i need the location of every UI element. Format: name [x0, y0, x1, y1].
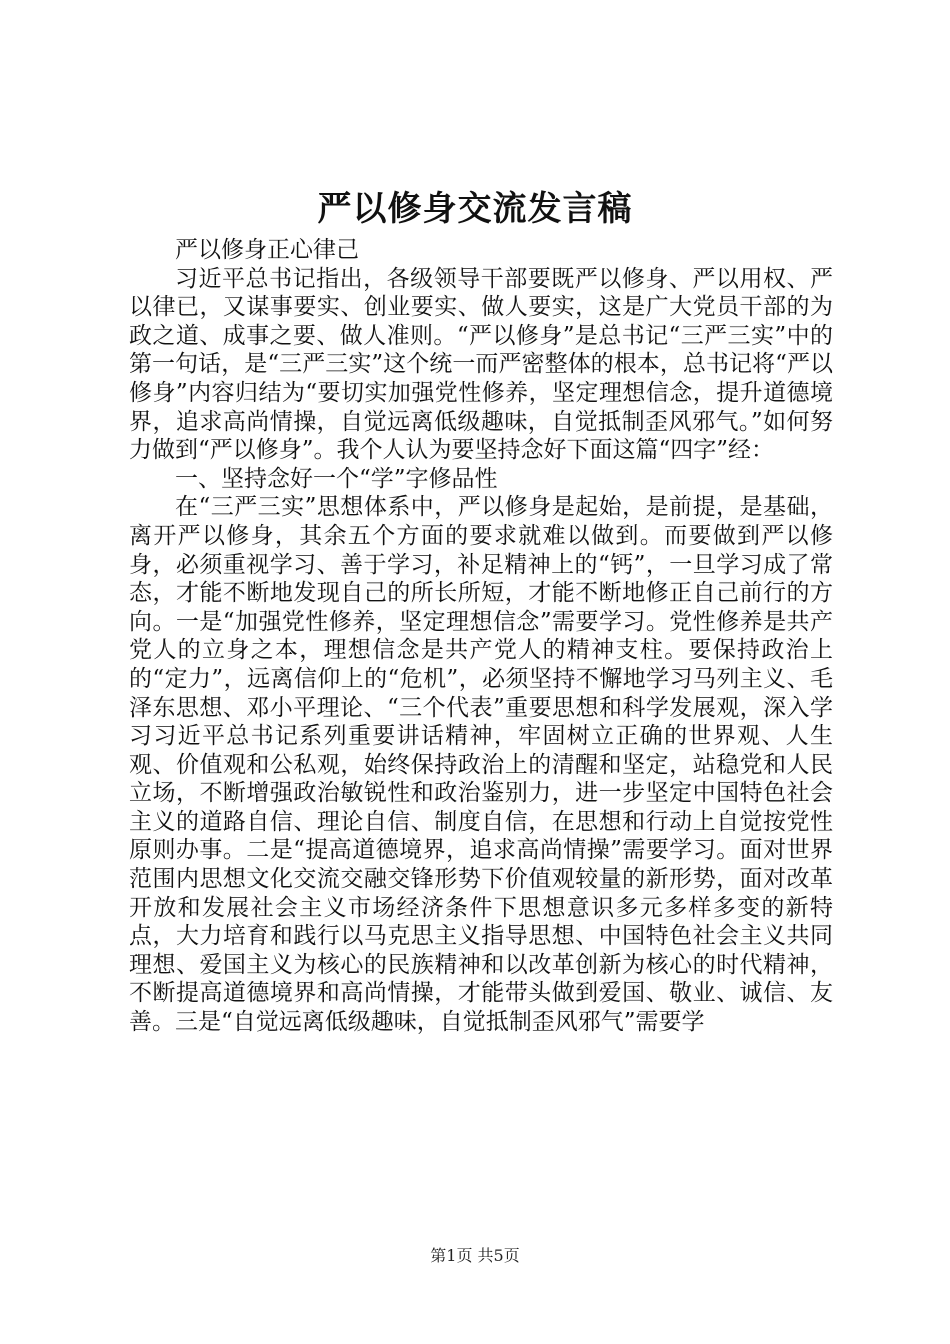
page-footer: 第1页 共5页	[430, 1246, 520, 1265]
body-paragraph: 习近平总书记指出，各级领导干部要既严以修身、严以用权、严以律已，又谋事要实、创业要实、做人要实，这是广大党员干部的为政之道、成事之要、做人准则。“严以修身”是总书记“三严三实”中的第一句话，是“三严三实”这个统一而严密整体的根本，总书记将“严以修身”内容归结为“要切实加强党性修养，坚定理想信念，提升道德境界，追求高尚情操，自觉远离低级趣味，自觉抵制歪风邪气。”如何努力做到“严以修身”。我个人认为要坚持念好下面这篇“四字”经：	[129, 265, 833, 464]
document-title: 严以修身交流发言稿	[317, 189, 633, 229]
body-paragraph: 在“三严三实”思想体系中，严以修身是起始，是前提，是基础，离开严以修身，其余五个方面的要求就难以做到。而要做到严以修身，必须重视学习、善于学习，补足精神上的“钙”，一旦学习成了常态，才能不断地发现自己的所长所短，才能不断地修正自己前行的方向。一是“加强党性修养，坚定理想信念”需要学习。党性修养是共产党人的立身之本，理想信念是共产党人的精神支柱。要保持政治上的“定力”，远离信仰上的“危机”，必须坚持不懈地学习马列主义、毛泽东思想、邓小平理论、“三个代表”重要思想和科学发展观，深入学习习近平总书记系列重要讲话精神，牢固树立正确的世界观、人生观、价值观和公私观，始终保持政治上的清醒和坚定，站稳党和人民立场，不断增强政治敏锐性和政治鉴别力，进一步坚定中国特色社会主义的道路自信、理论自信、制度自信，在思想和行动上自觉按党性原则办事。二是“提高道德境界，追求高尚情操”需要学习。面对世界范围内思想文化交流交融交锋形势下价值观较量的新形势，面对改革开放和发展社会主义市场经济条件下思想意识多元多样多变的新特点，大力培育和践行以马克思主义指导思想、中国特色社会主义共同理想、爱国主义为核心的民族精神和以改革创新为核心的时代精神，不断提高道德境界和高尚情操，才能带头做到爱国、敬业、诚信、友善。三是“自觉远离低级趣味，自觉抵制歪风邪气”需要学	[129, 494, 833, 1036]
document-body	[129, 236, 833, 1037]
section-heading: 严以修身正心律己	[175, 237, 359, 263]
section-heading: 一、坚持念好一个“学”字修品性	[175, 465, 498, 492]
